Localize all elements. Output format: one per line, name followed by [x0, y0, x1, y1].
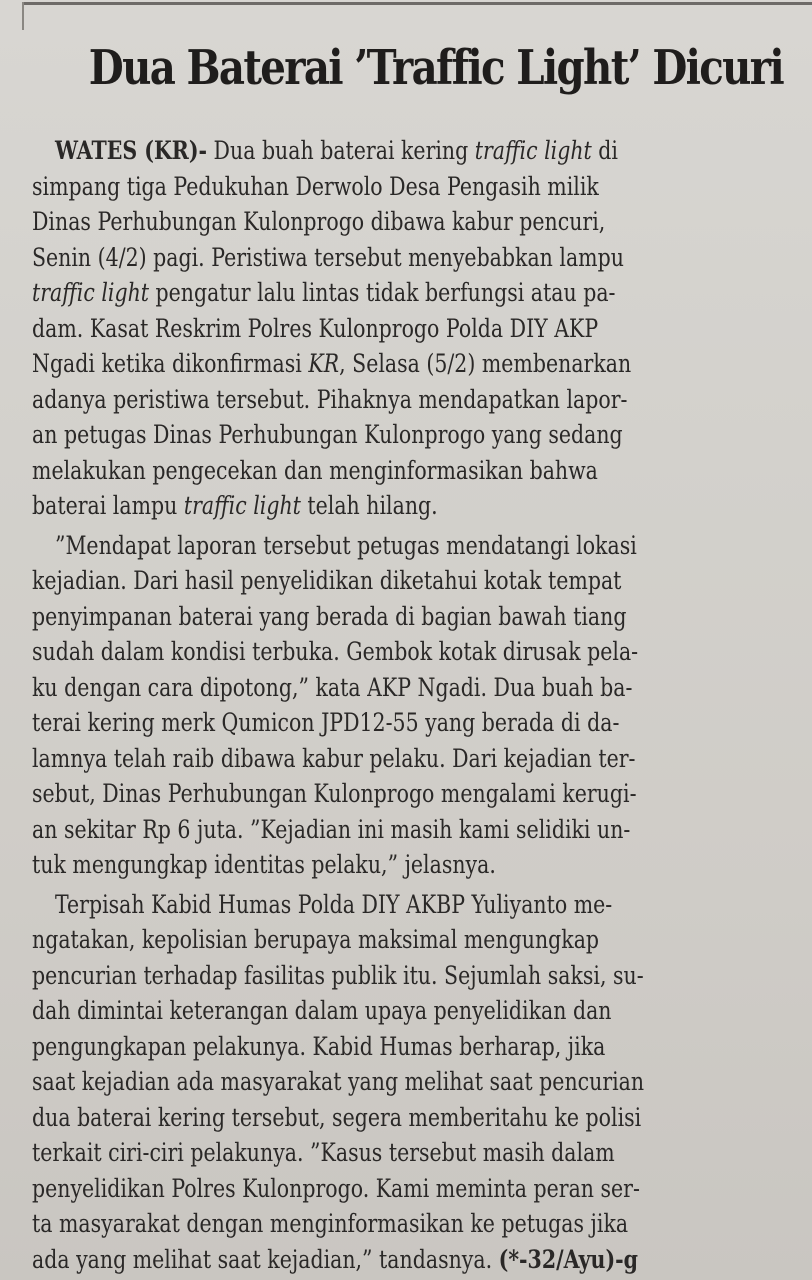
headline: Dua Baterai ’Traffic Light’ Dicuri	[88, 40, 783, 96]
text-run: an petugas Dinas Perhubungan Kulonprogo yang sedang	[32, 420, 623, 449]
text-run: ada yang melihat saat kejadian,” tandasnya.	[32, 1244, 499, 1274]
bold-run: WATES (KR)-	[54, 136, 208, 165]
text-run: lamnya telah raib dibawa kabur pelaku. Dari kejadian ter-	[32, 743, 636, 773]
article-line	[32, 488, 639, 524]
article-line	[32, 275, 639, 311]
article-line	[32, 382, 639, 418]
text-run: ku dengan cara dipotong,” kata AKP Ngadi. Dua buah ba-	[32, 672, 633, 702]
article-line	[32, 1206, 639, 1242]
article-line	[32, 563, 639, 599]
text-run: pengatur lalu lintas tidak berfungsi atau pa-	[149, 278, 616, 307]
article-line	[32, 599, 639, 635]
text-run: dah dimintai keterangan dalam upaya penyelidikan dan	[32, 996, 612, 1025]
article-line	[32, 1171, 639, 1207]
article-line	[32, 1100, 642, 1136]
text-run: terai kering merk Qumicon JPD12-55 yang berada di da-	[32, 708, 620, 737]
article-line	[32, 922, 639, 958]
text-run: simpang tiga Pedukuhan Derwolo Desa Pengasih milik	[32, 171, 599, 201]
text-run: baterai lampu	[32, 491, 184, 520]
text-run: sudah dalam kondisi terbuka. Gembok kotak dirusak pela-	[32, 637, 639, 666]
article-line	[32, 311, 639, 347]
text-run: Ngadi ketika dikonfirmasi	[32, 349, 309, 378]
text-run: pengungkapan pelakunya. Kabid Humas berharap, jika	[32, 1031, 606, 1061]
article-line	[32, 1135, 639, 1171]
text-run: kejadian. Dari hasil penyelidikan diketahui kotak tempat	[32, 566, 622, 595]
article-line	[32, 528, 639, 564]
text-run: ”Mendapat laporan tersebut petugas mendatangi lokasi	[54, 530, 637, 560]
article-line	[32, 812, 639, 848]
article-line	[32, 993, 639, 1029]
text-run: tuk mengungkap identitas pelaku,” jelasnya.	[32, 850, 496, 879]
article-line	[32, 1029, 639, 1065]
bold-run: (*-32/Ayu)-g	[498, 1244, 639, 1274]
paragraph	[32, 133, 772, 524]
article-line	[32, 453, 639, 489]
text-run: penyelidikan Polres Kulonprogo. Kami meminta peran ser-	[32, 1173, 640, 1203]
text-run: ngatakan, kepolisian berupaya maksimal mengungkap	[32, 925, 600, 954]
article-line	[32, 1064, 645, 1100]
text-run: dam. Kasat Reskrim Polres Kulonprogo Polda DIY AKP	[32, 313, 599, 343]
article-line	[32, 741, 639, 777]
text-run: saat kejadian ada masyarakat yang melihat saat pencurian	[32, 1067, 645, 1096]
italic-run: traffic light	[32, 278, 150, 307]
text-run: ta masyarakat dengan menginformasikan ke petugas jika	[32, 1209, 629, 1238]
article-line	[32, 417, 639, 453]
italic-run: traffic light	[474, 136, 592, 165]
article-line	[32, 847, 639, 883]
article-line	[32, 634, 639, 670]
text-run: Dinas Perhubungan Kulonprogo dibawa kabur pencuri,	[32, 207, 606, 236]
article-line	[32, 346, 639, 382]
text-run: sebut, Dinas Perhubungan Kulonprogo mengalami kerugi-	[32, 779, 637, 808]
text-run: Senin (4/2) pagi. Peristiwa tersebut menyebabkan lampu	[32, 242, 624, 272]
paragraph	[32, 528, 772, 883]
article-line	[32, 240, 639, 276]
italic-run: KR	[308, 349, 340, 378]
article-line	[32, 670, 639, 706]
article-line	[32, 705, 639, 741]
article-line	[32, 887, 639, 923]
text-run: telah hilang.	[300, 491, 438, 520]
left-rule	[22, 2, 24, 30]
text-run: melakukan pengecekan dan menginformasikan bahwa	[32, 455, 598, 485]
text-run: Dua buah baterai kering	[207, 136, 475, 165]
text-run: , Selasa (5/2) membenarkan	[339, 349, 632, 378]
italic-run: traffic light	[183, 491, 301, 520]
article-line	[32, 958, 644, 994]
article-line	[32, 776, 639, 812]
article-body	[32, 133, 772, 1280]
article-line	[32, 1242, 639, 1278]
text-run: di	[591, 136, 618, 165]
text-run: pencurian terhadap fasilitas publik itu. Sejumlah saksi, su-	[32, 960, 644, 990]
paragraph	[32, 887, 772, 1278]
text-run: adanya peristiwa tersebut. Pihaknya mendapatkan lapor-	[32, 384, 628, 414]
text-run: penyimpanan baterai yang berada di bagian bawah tiang	[32, 601, 627, 631]
article-line	[32, 169, 639, 205]
text-run: an sekitar Rp 6 juta. ”Kejadian ini masih kami selidiki un-	[32, 814, 631, 844]
text-run: dua baterai kering tersebut, segera memberitahu ke polisi	[32, 1102, 642, 1132]
top-rule	[22, 2, 812, 5]
article-line	[32, 204, 639, 240]
text-run: Terpisah Kabid Humas Polda DIY AKBP Yuliyanto me-	[54, 889, 613, 919]
article-line	[32, 133, 639, 169]
text-run: terkait ciri-ciri pelakunya. ”Kasus tersebut masih dalam	[32, 1138, 615, 1167]
